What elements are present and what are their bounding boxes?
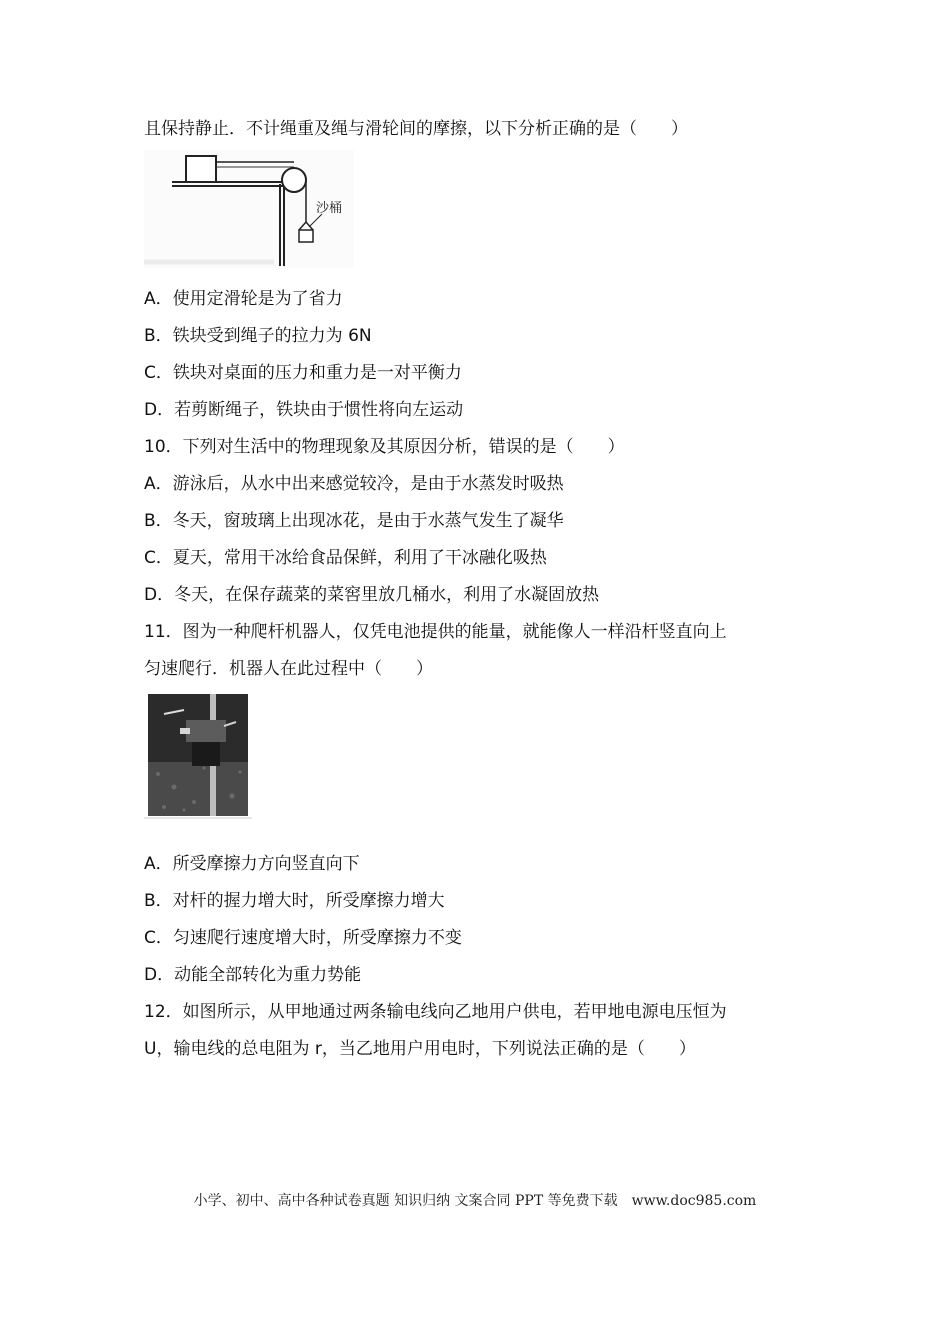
sand-bucket <box>299 230 313 242</box>
q11-option-c: C．匀速爬行速度增大时，所受摩擦力不变 <box>144 928 462 948</box>
robot-photo <box>144 692 252 820</box>
q11-stem-line1: 11．图为一种爬杆机器人，仅凭电池提供的能量，就能像人一样沿杆竖直向上 <box>144 622 727 642</box>
pulley-figure <box>144 150 354 268</box>
pulley <box>282 168 306 192</box>
q10-option-d: D．冬天，在保存蔬菜的菜窖里放几桶水，利用了水凝固放热 <box>144 585 600 605</box>
page-footer: 小学、初中、高中各种试卷真题 知识归纳 文案合同 PPT 等免费下载 www.doc985.com <box>193 1193 757 1209</box>
q9-option-a: A．使用定滑轮是为了省力 <box>144 289 343 309</box>
q9-option-b: B．铁块受到绳子的拉力为 6N <box>144 326 372 346</box>
q9-stem-line: 且保持静止．不计绳重及绳与滑轮间的摩擦，以下分析正确的是（ ） <box>144 119 688 139</box>
q9-option-d: D．若剪断绳子，铁块由于惯性将向左运动 <box>144 400 464 420</box>
q10-option-c: C．夏天，常用干冰给食品保鲜，利用了干冰融化吸热 <box>144 548 547 568</box>
q11-option-a: A．所受摩擦力方向竖直向下 <box>144 854 360 874</box>
q11-option-b: B．对杆的握力增大时，所受摩擦力增大 <box>144 891 445 911</box>
q10-option-b: B．冬天，窗玻璃上出现冰花，是由于水蒸气发生了凝华 <box>144 511 564 531</box>
q12-stem-line1: 12．如图所示，从甲地通过两条输电线向乙地用户供电，若甲地电源电压恒为 <box>144 1002 727 1022</box>
q9-option-c: C．铁块对桌面的压力和重力是一对平衡力 <box>144 363 462 383</box>
sand-bucket-label: 沙桶 <box>316 201 343 216</box>
q11-option-d: D．动能全部转化为重力势能 <box>144 965 362 985</box>
q12-stem-line2: U，输电线的总电阻为 r，当乙地用户用电时，下列说法正确的是（ ） <box>144 1039 696 1059</box>
q10-option-a: A．游泳后，从水中出来感觉较冷，是由于水蒸发时吸热 <box>144 474 564 494</box>
q10-stem: 10．下列对生活中的物理现象及其原因分析，错误的是（ ） <box>144 437 625 457</box>
iron-block <box>186 156 216 182</box>
q11-stem-line2: 匀速爬行．机器人在此过程中（ ） <box>144 659 433 679</box>
